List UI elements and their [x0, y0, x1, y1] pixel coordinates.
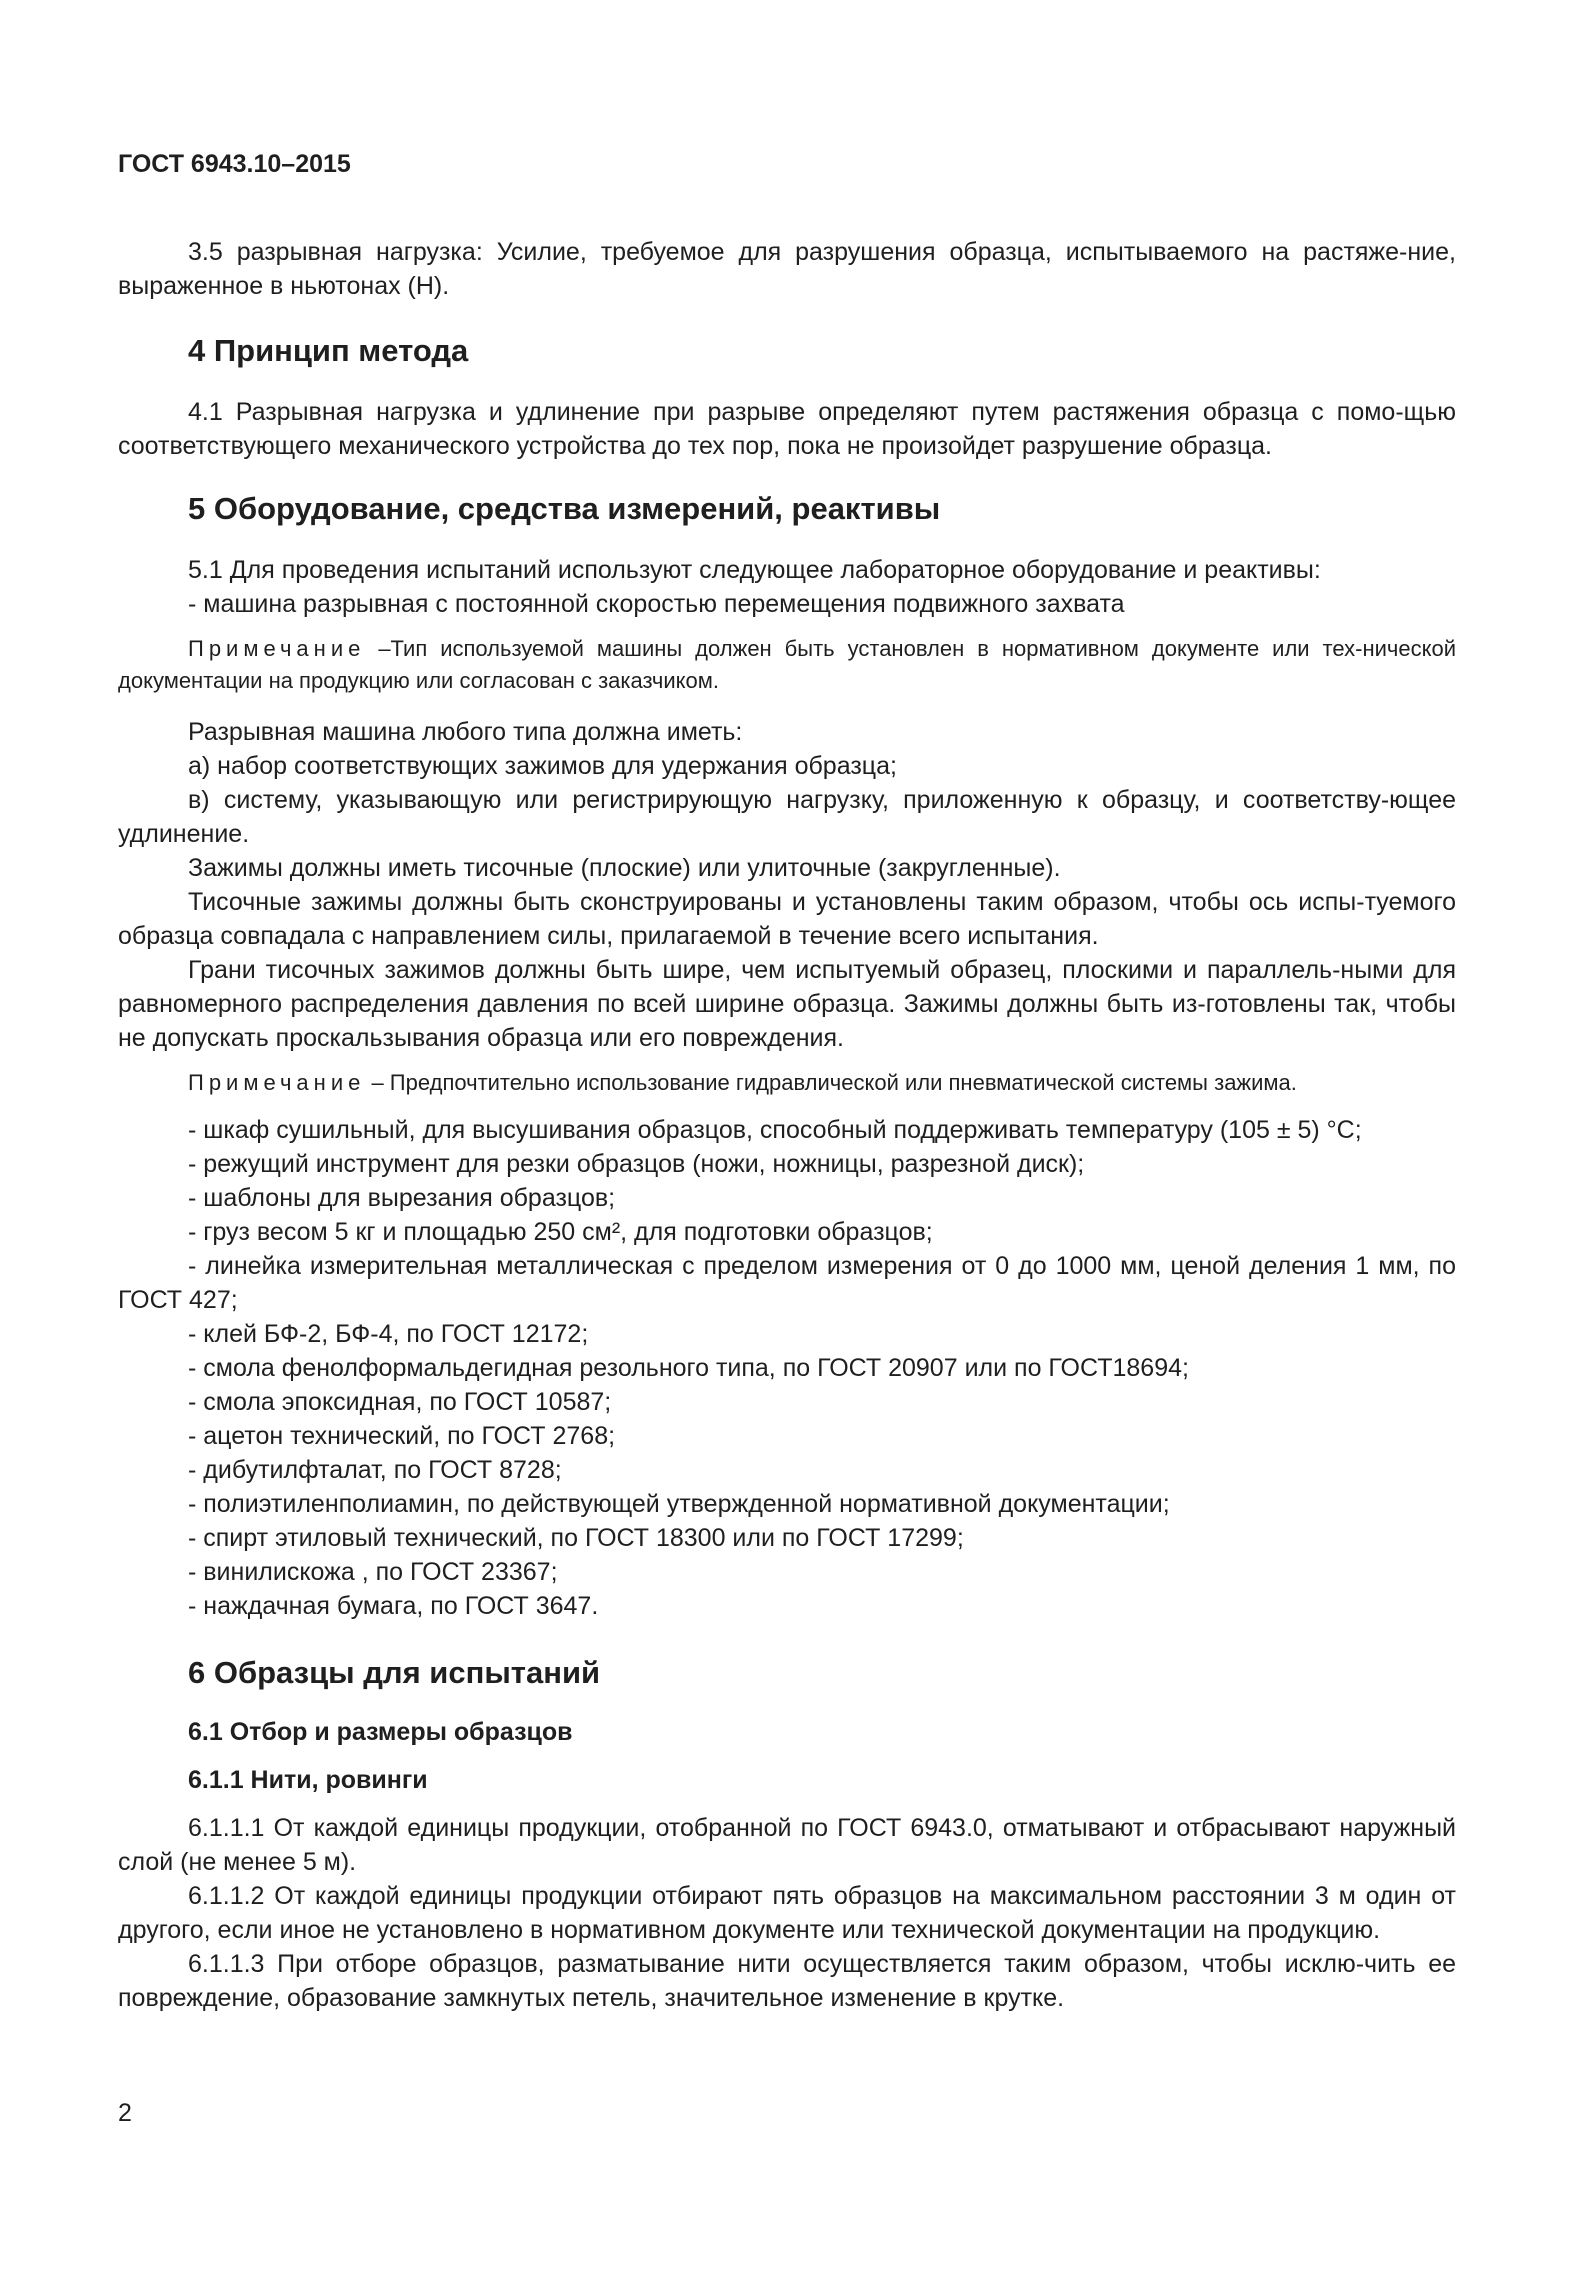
paragraph: 4.1 Разрывная нагрузка и удлинение при разрыве определяют путем растяжения образца с помо-щью соответствующего механического устройства до тех пор, пока не произойдет разрушение образца.: [118, 398, 1456, 460]
paragraph: в) систему, указывающую или регистрирующую нагрузку, приложенную к образцу, и соответству-ющее удлинение.: [118, 786, 1456, 848]
section-heading: 4 Принцип метода: [188, 333, 469, 368]
paragraph: - машина разрывная с постоянной скоростью перемещения подвижного захвата: [188, 590, 1125, 618]
paragraph: - режущий инструмент для резки образцов (ножи, ножницы, разрезной диск);: [188, 1150, 1085, 1178]
note-label: Примечание: [188, 1070, 366, 1095]
paragraph: Разрывная машина любого типа должна иметь:: [188, 718, 743, 746]
paragraph: - спирт этиловый технический, по ГОСТ 18300 или по ГОСТ 17299;: [188, 1524, 964, 1552]
paragraph: Тисочные зажимы должны быть сконструированы и установлены таким образом, чтобы ось испы-туемого образца совпадала с направлением силы, прилагаемой в течение всего испытания.: [118, 888, 1456, 950]
document-page: [118, 148, 1456, 2015]
paragraph: 3.5 разрывная нагрузка: Усилие, требуемое для разрушения образца, испытываемого на растяже-ние, выраженное в ньютонах (Н).: [118, 238, 1456, 300]
note: [118, 1067, 1456, 1099]
note-text: –Тип используемой машины должен быть установлен в нормативном документе или тех-нической документации на продукцию или согласован с заказчиком.: [118, 636, 1456, 693]
paragraph: - клей БФ-2, БФ-4, по ГОСТ 12172;: [188, 1320, 589, 1348]
paragraph: - линейка измерительная металлическая с пределом измерения от 0 до 1000 мм, ценой деления 1 мм, по ГОСТ 427;: [118, 1252, 1456, 1314]
subsection-heading: 6.1 Отбор и размеры образцов: [188, 1718, 573, 1746]
paragraph: - полиэтиленполиамин, по действующей утвержденной нормативной документации;: [188, 1490, 1170, 1518]
paragraph: - груз весом 5 кг и площадью 250 см², для подготовки образцов;: [188, 1218, 933, 1246]
note-text: – Предпочтительно использование гидравлической или пневматической системы зажима.: [365, 1070, 1297, 1095]
page-number: 2: [118, 2099, 132, 2127]
paragraph: 6.1.1.2 От каждой единицы продукции отбирают пять образцов на максимальном расстоянии 3 м один от другого, если иное не установлено в нормативном документе или технической документации на продукцию.: [118, 1882, 1456, 1944]
paragraph: 5.1 Для проведения испытаний используют следующее лабораторное оборудование и реактивы:: [188, 556, 1321, 584]
document-body: [118, 235, 1456, 2015]
paragraph: - шаблоны для вырезания образцов;: [188, 1184, 616, 1212]
subsection-heading: 6.1.1 Нити, ровинги: [188, 1766, 428, 1794]
paragraph: - винилискожа , по ГОСТ 23367;: [188, 1558, 558, 1586]
note-label: Примечание: [188, 636, 366, 661]
paragraph: Грани тисочных зажимов должны быть шире, чем испытуемый образец, плоскими и параллель-ными для равномерного распределения давления по всей ширине образца. Зажимы должны быть из-готовлены так, чтобы не допускать проскальзывания образца или его повреждения.: [118, 956, 1456, 1052]
paragraph: - смола эпоксидная, по ГОСТ 10587;: [188, 1388, 612, 1416]
note: [118, 633, 1456, 697]
paragraph: - шкаф сушильный, для высушивания образцов, способный поддерживать температуру (105 ± 5) °С;: [188, 1116, 1362, 1144]
section-heading: 5 Оборудование, средства измерений, реактивы: [188, 491, 941, 526]
section-heading: 6 Образцы для испытаний: [188, 1655, 601, 1690]
paragraph: - дибутилфталат, по ГОСТ 8728;: [188, 1456, 562, 1484]
paragraph: - смола фенолформальдегидная резольного типа, по ГОСТ 20907 или по ГОСТ18694;: [188, 1354, 1189, 1382]
paragraph: Зажимы должны иметь тисочные (плоские) или улиточные (закругленные).: [188, 854, 1061, 882]
paragraph: - ацетон технический, по ГОСТ 2768;: [188, 1422, 616, 1450]
paragraph: 6.1.1.1 От каждой единицы продукции, отобранной по ГОСТ 6943.0, отматывают и отбрасывают наружный слой (не менее 5 м).: [118, 1814, 1456, 1876]
paragraph: а) набор соответствующих зажимов для удержания образца;: [188, 752, 897, 780]
paragraph: 6.1.1.3 При отборе образцов, разматывание нити осуществляется таким образом, чтобы исклю-чить ее повреждение, образование замкнутых петель, значительное изменение в крутке.: [118, 1950, 1456, 2012]
paragraph: - наждачная бумага, по ГОСТ 3647.: [188, 1592, 599, 1620]
document-id: ГОСТ 6943.10–2015: [118, 150, 351, 178]
